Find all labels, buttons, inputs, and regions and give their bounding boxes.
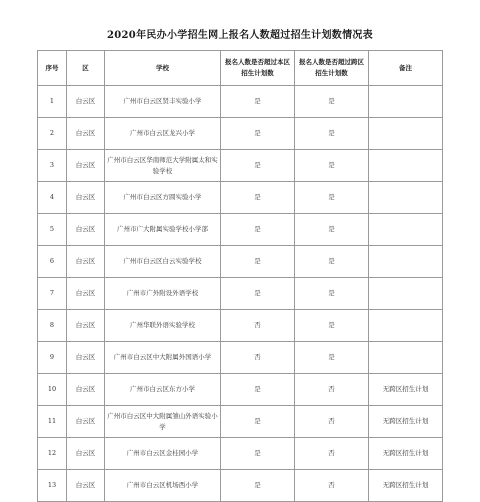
table-header-row [38, 51, 443, 86]
cell-exceed-local: 是 [221, 470, 295, 502]
cell-note [369, 214, 443, 246]
cell-exceed-local: 是 [221, 246, 295, 278]
cell-exceed-cross: 是 [295, 214, 369, 246]
cell-school: 广州华联外语实验学校 [105, 310, 221, 342]
cell-exceed-local: 是 [221, 406, 295, 438]
cell-seq: 1 [38, 86, 67, 118]
cell-note [369, 310, 443, 342]
enrollment-table [37, 50, 443, 502]
cell-school: 广州市白云区机场西小学 [105, 470, 221, 502]
cell-exceed-cross: 否 [295, 374, 369, 406]
cell-school: 广州市白云区贤丰实验小学 [105, 86, 221, 118]
cell-exceed-local: 否 [221, 310, 295, 342]
cell-note [369, 278, 443, 310]
cell-note [369, 150, 443, 182]
table-row [38, 118, 443, 150]
cell-note [369, 86, 443, 118]
header-exceed-local: 报名人数是否超过本区招生计划数 [221, 51, 295, 86]
cell-school: 广州市白云区华南师范大学附属太和实验学校 [105, 150, 221, 182]
cell-district: 白云区 [67, 406, 105, 438]
cell-exceed-cross: 否 [295, 470, 369, 502]
cell-seq: 11 [38, 406, 67, 438]
cell-note [369, 342, 443, 374]
table-row [38, 470, 443, 502]
table-row [38, 150, 443, 182]
cell-note: 无跨区招生计划 [369, 470, 443, 502]
table-row [38, 374, 443, 406]
cell-exceed-cross: 是 [295, 118, 369, 150]
cell-district: 白云区 [67, 470, 105, 502]
cell-district: 白云区 [67, 214, 105, 246]
table-row [38, 438, 443, 470]
cell-seq: 2 [38, 118, 67, 150]
cell-district: 白云区 [67, 86, 105, 118]
cell-school: 广州市广大附属实验学校小学部 [105, 214, 221, 246]
header-seq: 序号 [38, 51, 67, 86]
cell-seq: 8 [38, 310, 67, 342]
cell-exceed-cross: 是 [295, 86, 369, 118]
cell-seq: 4 [38, 182, 67, 214]
cell-exceed-local: 否 [221, 342, 295, 374]
table-row [38, 214, 443, 246]
cell-seq: 10 [38, 374, 67, 406]
cell-note [369, 182, 443, 214]
cell-district: 白云区 [67, 150, 105, 182]
cell-exceed-local: 是 [221, 214, 295, 246]
table-row [38, 278, 443, 310]
table-row [38, 406, 443, 438]
cell-note: 无跨区招生计划 [369, 438, 443, 470]
table-row [38, 246, 443, 278]
header-school: 学校 [105, 51, 221, 86]
table-row [38, 310, 443, 342]
header-district: 区 [67, 51, 105, 86]
cell-district: 白云区 [67, 118, 105, 150]
cell-district: 白云区 [67, 246, 105, 278]
cell-seq: 5 [38, 214, 67, 246]
cell-note: 无跨区招生计划 [369, 406, 443, 438]
cell-district: 白云区 [67, 374, 105, 406]
cell-school: 广州市白云区龙兴小学 [105, 118, 221, 150]
cell-seq: 6 [38, 246, 67, 278]
cell-exceed-cross: 否 [295, 406, 369, 438]
cell-exceed-local: 是 [221, 182, 295, 214]
cell-note: 无跨区招生计划 [369, 374, 443, 406]
table-row [38, 342, 443, 374]
cell-school: 广州市白云区金桂园小学 [105, 438, 221, 470]
cell-exceed-cross: 是 [295, 310, 369, 342]
cell-exceed-cross: 是 [295, 150, 369, 182]
cell-exceed-cross: 是 [295, 182, 369, 214]
cell-exceed-local: 是 [221, 438, 295, 470]
cell-exceed-local: 是 [221, 374, 295, 406]
cell-school: 广州市白云区东方小学 [105, 374, 221, 406]
cell-school: 广州市白云区方圆实验小学 [105, 182, 221, 214]
cell-exceed-cross: 是 [295, 342, 369, 374]
cell-school: 广州市白云区中大附属雏山外语实验小学 [105, 406, 221, 438]
cell-seq: 3 [38, 150, 67, 182]
cell-exceed-local: 是 [221, 118, 295, 150]
cell-seq: 7 [38, 278, 67, 310]
header-note: 备注 [369, 51, 443, 86]
cell-district: 白云区 [67, 342, 105, 374]
table-row [38, 182, 443, 214]
cell-exceed-cross: 是 [295, 246, 369, 278]
cell-exceed-local: 是 [221, 278, 295, 310]
page-title: 2020年民办小学招生网上报名人数超过招生计划数情况表 [107, 30, 373, 41]
cell-seq: 9 [38, 342, 67, 374]
cell-school: 广州市白云区白云实验学校 [105, 246, 221, 278]
header-exceed-cross: 报名人数是否超过跨区招生计划数 [295, 51, 369, 86]
cell-note [369, 118, 443, 150]
cell-exceed-cross: 否 [295, 438, 369, 470]
cell-district: 白云区 [67, 278, 105, 310]
cell-school: 广州市白云区中大附属外国语小学 [105, 342, 221, 374]
cell-seq: 13 [38, 470, 67, 502]
cell-exceed-local: 是 [221, 150, 295, 182]
cell-note [369, 246, 443, 278]
cell-exceed-local: 是 [221, 86, 295, 118]
cell-school: 广州市广外附设外语学校 [105, 278, 221, 310]
cell-district: 白云区 [67, 310, 105, 342]
cell-district: 白云区 [67, 438, 105, 470]
cell-district: 白云区 [67, 182, 105, 214]
cell-exceed-cross: 是 [295, 278, 369, 310]
cell-seq: 12 [38, 438, 67, 470]
table-row [38, 86, 443, 118]
